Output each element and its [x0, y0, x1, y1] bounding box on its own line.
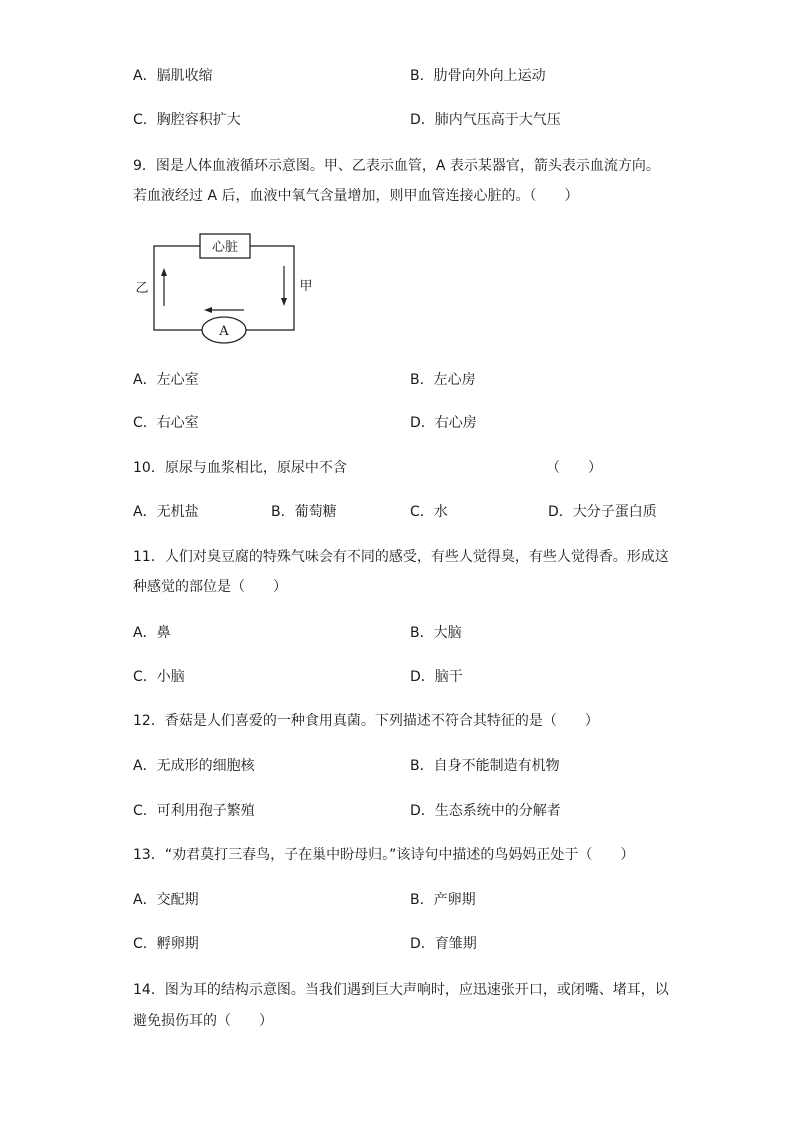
q10-answer-paren: （ ）: [546, 460, 602, 476]
q12-option-c: C．可利用孢子繁殖: [133, 803, 255, 819]
q9-stem-line2: 若血液经过 A 后，血液中氧气含量增加，则甲血管连接心脏的。（ ）: [133, 188, 579, 204]
q13-option-d: D．育雏期: [410, 936, 477, 952]
q13-option-a: A．交配期: [133, 892, 199, 908]
q10-stem: 10．原尿与血浆相比，原尿中不含: [133, 460, 347, 476]
vessel-jia-label: 甲: [299, 279, 313, 294]
q8-option-a: A．膈肌收缩: [133, 68, 213, 84]
q9-stem-line1: 9．图是人体血液循环示意图。甲、乙表示血管，A 表示某器官，箭头表示血流方向。: [133, 158, 660, 174]
q12-stem: 12．香菇是人们喜爱的一种食用真菌。下列描述不符合其特征的是（ ）: [133, 713, 599, 729]
q11-stem-line2: 种感觉的部位是（ ）: [133, 579, 287, 595]
q10-option-d: D．大分子蛋白质: [548, 504, 657, 520]
q12-option-d: D．生态系统中的分解者: [410, 803, 561, 819]
organ-label: A: [219, 324, 229, 339]
q13-stem: 13．“劝君莫打三春鸟，子在巢中盼母归。”该诗句中描述的鸟妈妈正处于（ ）: [133, 847, 635, 863]
q9-option-c: C．右心室: [133, 415, 199, 431]
q12-option-a: A．无成形的细胞核: [133, 758, 255, 774]
heart-label: 心脏: [211, 240, 239, 255]
q13-option-b: B．产卵期: [410, 892, 476, 908]
q11-option-d: D．脑干: [410, 669, 463, 685]
q11-option-c: C．小脑: [133, 669, 185, 685]
q10-option-c: C．水: [410, 504, 448, 520]
q11-option-b: B．大脑: [410, 625, 462, 641]
q9-option-d: D．右心房: [410, 415, 477, 431]
q10-option-b: B．葡萄糖: [271, 504, 337, 520]
q11-stem-line1: 11．人们对臭豆腐的特殊气味会有不同的感受，有些人觉得臭，有些人觉得香。形成这: [133, 549, 669, 565]
q8-option-b: B．肋骨向外向上运动: [410, 68, 546, 84]
q12-option-b: B．自身不能制造有机物: [410, 758, 560, 774]
q8-option-c: C．胸腔容积扩大: [133, 112, 241, 128]
q11-option-a: A．鼻: [133, 625, 171, 641]
circulation-diagram: [130, 232, 330, 352]
q8-option-d: D．肺内气压高于大气压: [410, 112, 561, 128]
q14-stem-line2: 避免损伤耳的（ ）: [133, 1013, 273, 1029]
q13-option-c: C．孵卵期: [133, 936, 199, 952]
q14-stem-line1: 14．图为耳的结构示意图。当我们遇到巨大声响时，应迅速张开口，或闭嘴、堵耳，以: [133, 982, 669, 998]
vessel-yi-label: 乙: [135, 281, 149, 296]
q10-option-a: A．无机盐: [133, 504, 199, 520]
q9-option-b: B．左心房: [410, 372, 476, 388]
q9-option-a: A．左心室: [133, 372, 199, 388]
